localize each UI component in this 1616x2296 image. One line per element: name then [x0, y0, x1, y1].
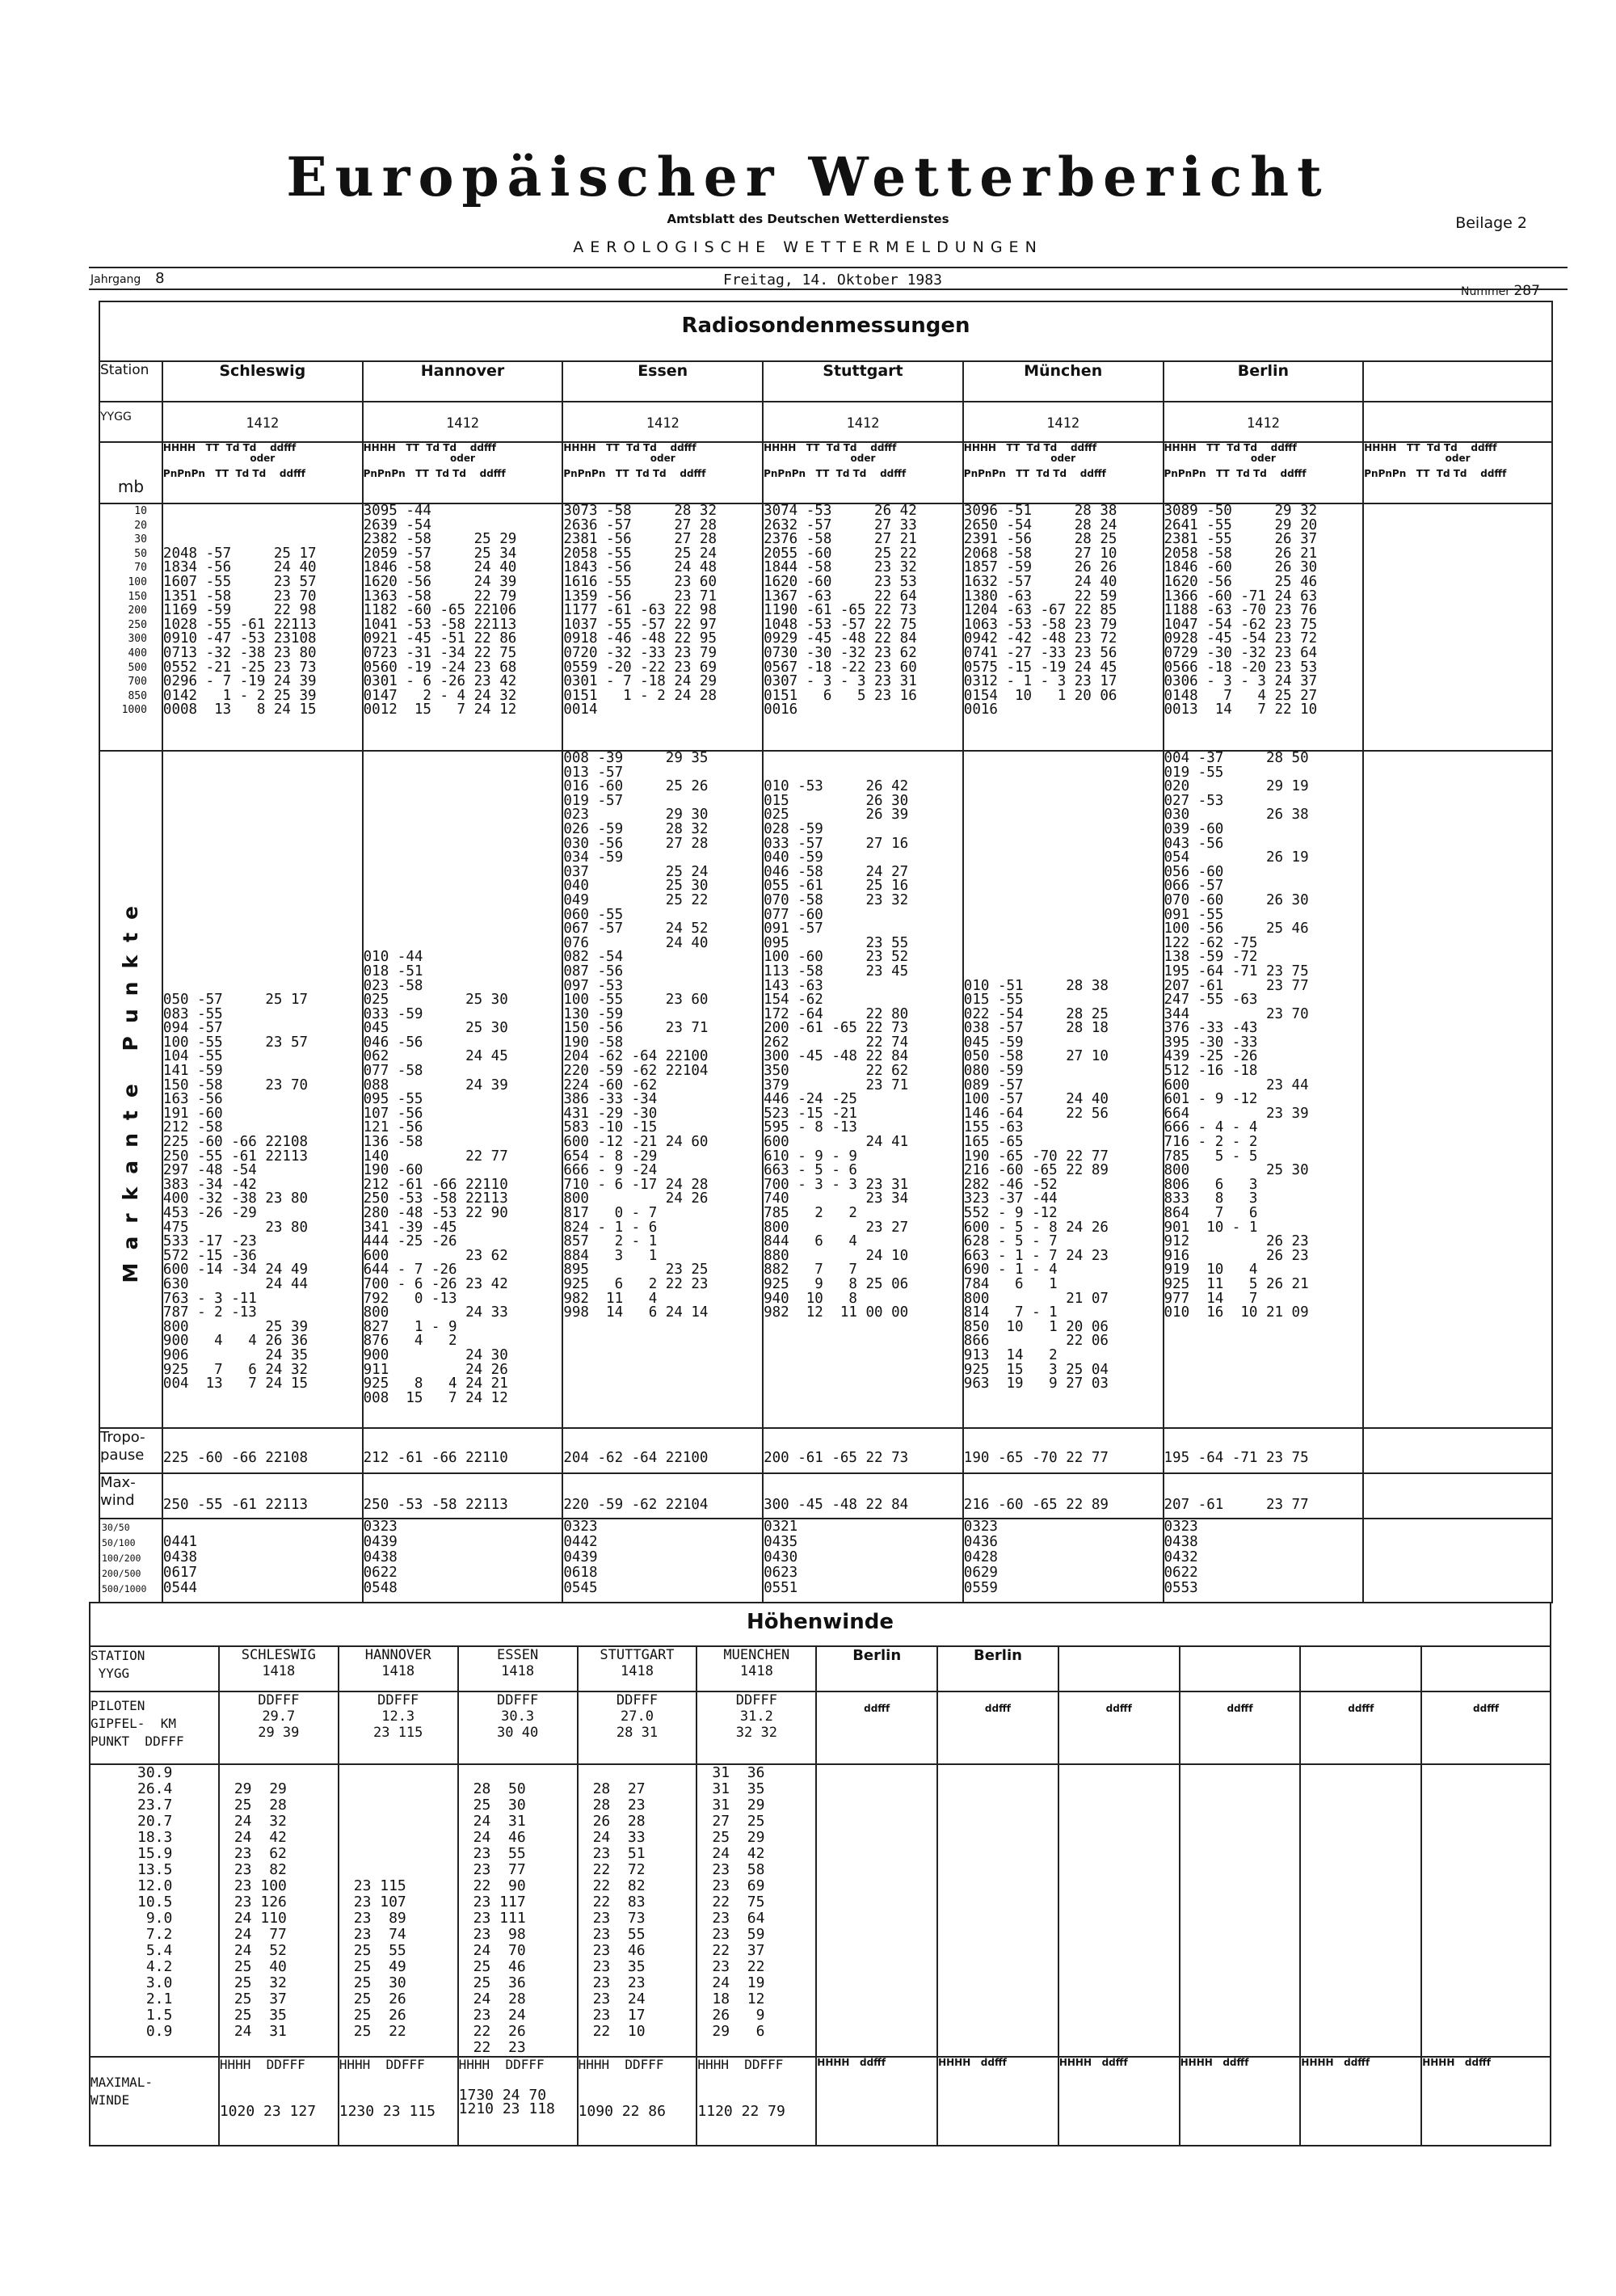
tropopause-value: 212 -61 -66 22110: [363, 1428, 563, 1473]
winds-title: Höhenwinde: [90, 1603, 1551, 1646]
max-wind: HHHH DDFFF 1230 23 115: [339, 2057, 458, 2146]
pilot-summit: DDFFF 27.0 28 31: [578, 1691, 697, 1764]
wind-heights: 30.9 26.4 23.7 20.7 18.3 15.9 13.5 12.0 10.5 9.0 7.2 5.4 4.2 3.0 2.1 1.5 0.9: [90, 1764, 219, 2057]
marked-points-label: Markante Punkte: [99, 751, 162, 1428]
significant-points: 010 -53 26 42 015 26 30 025 26 39 028 -59 033 -57 27 16 040 -59 046 -58 24 27 055 -61 25 16 070 -58 23 32 077 -60 091 -57 095 23 55 100 -60 23 52 113 -58 23 45 143 -63 154 -62 172 -64 22 80 200 -61 -65 22 73 262 22 74 300 -45 -48 22 84 350 22 62 379 23 71 446 -24 -25 523 -15 -21 595 - 8 -13 600 24 41 610 - 9 - 9 663 - 5 - 6 700 - 3 - 3 23 31 740 23 34 785 2 2 800 23 27 844 6 4 880 24 10 882 7 7 925 9 8 25 06 940 10 8 982 12 11 00 00: [763, 751, 963, 1428]
max-wind: HHHH DDFFF 1090 22 86: [578, 2057, 697, 2146]
radiosonde-table: [99, 301, 1553, 1603]
report-title: Europäischer Wetterbericht: [286, 145, 1330, 209]
maxwind-value: 220 -59 -62 22104: [562, 1473, 763, 1519]
code-header: HHHH TT Td Td ddfff oder PnPnPn TT Td Td ddfff: [763, 442, 963, 503]
significant-points: 004 -37 28 50 019 -55 020 29 19 027 -53 030 26 38 039 -60 043 -56 054 26 19 056 -60 066 -57 070 -60 26 30 091 -55 100 -56 25 46 122 -62 -75 138 -59 -72 195 -64 -71 23 75 207 -61 23 77 247 -55 -63 344 23 70 376 -33 -43 395 -30 -33 439 -25 -26 512 -16 -18 600 23 44 601 - 9 -12 664 23 39 666 - 4 - 4 716 - 2 - 2 785 5 - 5 800 25 30 806 6 3 833 8 3 864 7 6 901 10 - 1 912 26 23 916 26 23 919 10 4 925 11 5 26 21 977 14 7 010 16 10 21 09: [1164, 751, 1364, 1428]
yygg-value: 1412: [162, 402, 363, 442]
station-name: München: [963, 361, 1164, 402]
tropopause-value: 200 -61 -65 22 73: [763, 1428, 963, 1473]
pressure-levels: 10 20 30 50 70 100 150 200 250 300 400 500 700 850 1000: [99, 503, 162, 751]
maxwind-value: 216 -60 -65 22 89: [963, 1473, 1164, 1519]
ddfff-label: ddfff: [937, 1691, 1058, 1764]
wind-profile: 29 29 25 28 24 32 24 42 23 62 23 82 23 100 23 126 24 110 24 77 24 52 25 40 25 32 25 37 25 35 24 31: [219, 1764, 339, 2057]
wind-station: Berlin: [816, 1646, 937, 1691]
ddfff-label: ddfff: [1300, 1691, 1421, 1764]
wind-station-label: STATION YYGG: [90, 1646, 219, 1691]
pilot-summit: DDFFF 29.7 29 39: [219, 1691, 339, 1764]
winds-table: [89, 1602, 1551, 2146]
ddfff-label: ddfff: [816, 1691, 937, 1764]
pilot-summit: DDFFF 31.2 32 32: [696, 1691, 816, 1764]
layer-values: 0323 0442 0439 0618 0545: [562, 1519, 763, 1603]
layer-values: 0323 0438 0432 0622 0553: [1164, 1519, 1364, 1603]
tropopause-label: Tropo- pause: [99, 1428, 162, 1473]
ddfff-label: ddfff: [1058, 1691, 1180, 1764]
max-wind: HHHH DDFFF 1730 24 70 1210 23 118: [458, 2057, 578, 2146]
code-header: HHHH TT Td Td ddfff oder PnPnPn TT Td Td ddfff: [963, 442, 1164, 503]
station-name: Hannover: [363, 361, 563, 402]
max-wind-empty: HHHH ddfff: [937, 2057, 1058, 2146]
wind-profile: 28 50 25 30 24 31 24 46 23 55 23 77 22 90 23 117 23 111 23 98 24 70 25 46 25 36 24 28 23 24 22 26 22 23: [458, 1764, 578, 2057]
max-wind: HHHH DDFFF 1020 23 127: [219, 2057, 339, 2146]
tropopause-value: 204 -62 -64 22100: [562, 1428, 763, 1473]
yygg-value: 1412: [1164, 402, 1364, 442]
standard-levels: 3074 -53 26 42 2632 -57 27 33 2376 -58 27 21 2055 -60 25 22 1844 -58 23 32 1620 -60 23 53 1367 -63 22 64 1190 -61 -65 22 73 1048 -53 -57 22 75 0929 -45 -48 22 84 0730 -30 -32 23 62 0567 -18 -22 23 60 0307 - 3 - 3 23 31 0151 6 5 23 16 0016: [763, 503, 963, 751]
pilot-summit: DDFFF 12.3 23 115: [339, 1691, 458, 1764]
standard-levels: 3073 -58 28 32 2636 -57 27 28 2381 -56 27 28 2058 -55 25 24 1843 -56 24 48 1616 -55 23 60 1359 -56 23 71 1177 -61 -63 22 98 1037 -55 -57 22 97 0918 -46 -48 22 95 0720 -32 -33 23 79 0559 -20 -22 23 69 0301 - 7 -18 24 29 0151 1 - 2 24 28 0014: [562, 503, 763, 751]
station-name: Essen: [562, 361, 763, 402]
maxwind-value: 250 -53 -58 22113: [363, 1473, 563, 1519]
station-name: Berlin: [1164, 361, 1364, 402]
layer-values: 0323 0439 0438 0622 0548: [363, 1519, 563, 1603]
code-header: HHHH TT Td Td ddfff oder PnPnPn TT Td Td ddfff: [562, 442, 763, 503]
radiosonde-title: Radiosondenmessungen: [99, 301, 1552, 361]
standard-levels: 2048 -57 25 17 1834 -56 24 40 1607 -55 23 57 1351 -58 23 70 1169 -59 22 98 1028 -55 -61 22113 0910 -47 -53 23108 0713 -32 -38 23 80 0552 -21 -25 23 73 0296 - 7 -19 24 39 0142 1 - 2 25 39 0008 13 8 24 15: [162, 503, 363, 751]
ddfff-label: ddfff: [1421, 1691, 1551, 1764]
maxwind-label: Max- wind: [99, 1473, 162, 1519]
station-name: Schleswig: [162, 361, 363, 402]
wind-station: MUENCHEN 1418: [696, 1646, 816, 1691]
issue-number: Nummer 287: [1461, 283, 1540, 299]
code-header: HHHH TT Td Td ddfff oder PnPnPn TT Td Td ddfff: [1363, 442, 1552, 503]
wind-station: STUTTGART 1418: [578, 1646, 697, 1691]
wind-profile: 31 36 31 35 31 29 27 25 25 29 24 42 23 58 23 69 22 75 23 64 23 59 22 37 23 22 24 19 18 12 26 9 29 6: [696, 1764, 816, 2057]
station-label: Station: [99, 361, 162, 402]
maxwind-value: 207 -61 23 77: [1164, 1473, 1364, 1519]
header-rule-2: [89, 289, 1568, 290]
ddfff-label: ddfff: [1180, 1691, 1301, 1764]
wind-profile: 23 115 23 107 23 89 23 74 25 55 25 49 25 30 25 26 25 26 25 22: [339, 1764, 458, 2057]
code-header: HHHH TT Td Td ddfff oder PnPnPn TT Td Td ddfff: [1164, 442, 1364, 503]
max-wind-empty: HHHH ddfff: [1058, 2057, 1180, 2146]
issue-date: Freitag, 14. Oktober 1983: [723, 272, 942, 289]
pilot-summit: DDFFF 30.3 30 40: [458, 1691, 578, 1764]
max-wind: HHHH DDFFF 1120 22 79: [696, 2057, 816, 2146]
pilot-summit-label: PILOTEN GIPFEL- KM PUNKT DDFFF: [90, 1691, 219, 1764]
max-wind-empty: HHHH ddfff: [816, 2057, 937, 2146]
wind-profile: 28 27 28 23 26 28 24 33 23 51 22 72 22 82 22 83 23 73 23 55 23 46 23 35 23 23 23 24 23 17 22 10: [578, 1764, 697, 2057]
max-wind-empty: HHHH ddfff: [1300, 2057, 1421, 2146]
layer-values: 0441 0438 0617 0544: [162, 1519, 363, 1603]
supplement-label: Beilage 2: [1455, 214, 1527, 232]
station-name: Stuttgart: [763, 361, 963, 402]
wind-station: SCHLESWIG 1418: [219, 1646, 339, 1691]
yygg-value: 1412: [363, 402, 563, 442]
header-rule: [89, 267, 1568, 268]
code-header: HHHH TT Td Td ddfff oder PnPnPn TT Td Td ddfff: [162, 442, 363, 503]
tropopause-value: 225 -60 -66 22108: [162, 1428, 363, 1473]
wind-station: ESSEN 1418: [458, 1646, 578, 1691]
section-title: AEROLOGISCHE WETTERMELDUNGEN: [573, 238, 1043, 256]
standard-levels: 3089 -50 29 32 2641 -55 29 20 2381 -55 26 37 2058 -58 26 21 1846 -60 26 30 1620 -56 25 46 1366 -60 -71 24 63 1188 -63 -70 23 76 1047 -54 -62 23 75 0928 -45 -54 23 72 0729 -30 -32 23 64 0566 -18 -20 23 53 0306 - 3 - 3 24 37 0148 7 4 25 27 0013 14 7 22 10: [1164, 503, 1364, 751]
layer-values: 0321 0435 0430 0623 0551: [763, 1519, 963, 1603]
empty-station: [1363, 361, 1552, 402]
wind-station: Berlin: [937, 1646, 1058, 1691]
tropopause-value: 195 -64 -71 23 75: [1164, 1428, 1364, 1473]
significant-points: 008 -39 29 35 013 -57 016 -60 25 26 019 -57 023 29 30 026 -59 28 32 030 -56 27 28 034 -59 037 25 24 040 25 30 049 25 22 060 -55 067 -57 24 52 076 24 40 082 -54 087 -56 097 -53 100 -55 23 60 130 -59 150 -56 23 71 190 -58 204 -62 -64 22100 220 -59 -62 22104 224 -60 -62 386 -33 -34 431 -29 -30 583 -10 -15 600 -12 -21 24 60 654 - 8 -29 666 - 9 -24 710 - 6 -17 24 28 800 24 26 817 0 - 7 824 - 1 - 6 857 2 - 1 884 3 1 895 23 25 925 6 2 22 23 982 11 4 998 14 6 24 14: [562, 751, 763, 1428]
standard-levels: 3095 -44 2639 -54 2382 -58 25 29 2059 -57 25 34 1846 -58 24 40 1620 -56 24 39 1363 -58 22 79 1182 -60 -65 22106 1041 -53 -58 22113 0921 -45 -51 22 86 0723 -31 -34 22 75 0560 -19 -24 23 68 0301 - 6 -26 23 42 0147 2 - 4 24 32 0012 15 7 24 12: [363, 503, 563, 751]
standard-levels: 3096 -51 28 38 2650 -54 28 24 2391 -56 28 25 2068 -58 27 10 1857 -59 26 26 1632 -57 24 40 1380 -63 22 59 1204 -63 -67 22 85 1063 -53 -58 23 79 0942 -42 -48 23 72 0741 -27 -33 23 56 0575 -15 -19 24 45 0312 - 1 - 3 23 17 0154 10 1 20 06 0016: [963, 503, 1164, 751]
max-wind-empty: HHHH ddfff: [1180, 2057, 1301, 2146]
tropopause-value: 190 -65 -70 22 77: [963, 1428, 1164, 1473]
year-label: Jahrgang 8: [90, 270, 165, 287]
code-header: HHHH TT Td Td ddfff oder PnPnPn TT Td Td ddfff: [363, 442, 563, 503]
max-wind-empty: HHHH ddfff: [1421, 2057, 1551, 2146]
layer-labels: 30/50 50/100 100/200 200/500 500/1000: [99, 1519, 162, 1603]
significant-points: 050 -57 25 17 083 -55 094 -57 100 -55 23 57 104 -55 141 -59 150 -58 23 70 163 -56 191 -60 212 -58 225 -60 -66 22108 250 -55 -61 22113 297 -48 -54 383 -34 -42 400 -32 -38 23 80 453 -26 -29 475 23 80 533 -17 -23 572 -15 -36 600 -14 -34 24 49 630 24 44 763 - 3 -11 787 - 2 -13 800 25 39 900 4 4 26 36 906 24 35 925 7 6 24 32 004 13 7 24 15: [162, 751, 363, 1428]
yygg-label: YYGG: [99, 402, 162, 442]
yygg-value: 1412: [763, 402, 963, 442]
report-subtitle: Amtsblatt des Deutschen Wetterdienstes: [667, 212, 949, 226]
maxwind-value: 300 -45 -48 22 84: [763, 1473, 963, 1519]
yygg-value: 1412: [562, 402, 763, 442]
layer-values: 0323 0436 0428 0629 0559: [963, 1519, 1164, 1603]
maxwind-value: 250 -55 -61 22113: [162, 1473, 363, 1519]
significant-points: 010 -51 28 38 015 -55 022 -54 28 25 038 -57 28 18 045 -59 050 -58 27 10 080 -59 089 -57 100 -57 24 40 146 -64 22 56 155 -63 165 -65 190 -65 -70 22 77 216 -60 -65 22 89 282 -46 -52 323 -37 -44 552 - 9 -12 600 - 5 - 8 24 26 628 - 5 - 7 663 - 1 - 7 24 23 690 - 1 - 4 784 6 1 800 21 07 814 7 - 1 850 10 1 20 06 866 22 06 913 14 2 925 15 3 25 04 963 19 9 27 03: [963, 751, 1164, 1428]
wind-station: HANNOVER 1418: [339, 1646, 458, 1691]
mb-label: mb: [99, 442, 162, 503]
maxwind-winds-label: MAXIMAL- WINDE: [90, 2057, 219, 2146]
yygg-value: 1412: [963, 402, 1164, 442]
significant-points: 010 -44 018 -51 023 -58 025 25 30 033 -59 045 25 30 046 -56 062 24 45 077 -58 088 24 39 095 -55 107 -56 121 -56 136 -58 140 22 77 190 -60 212 -61 -66 22110 250 -53 -58 22113 280 -48 -53 22 90 341 -39 -45 444 -25 -26 600 23 62 644 - 7 -26 700 - 6 -26 23 42 792 0 -13 800 24 33 827 1 - 9 876 4 2 900 24 30 911 24 26 925 8 4 24 21 008 15 7 24 12: [363, 751, 563, 1428]
